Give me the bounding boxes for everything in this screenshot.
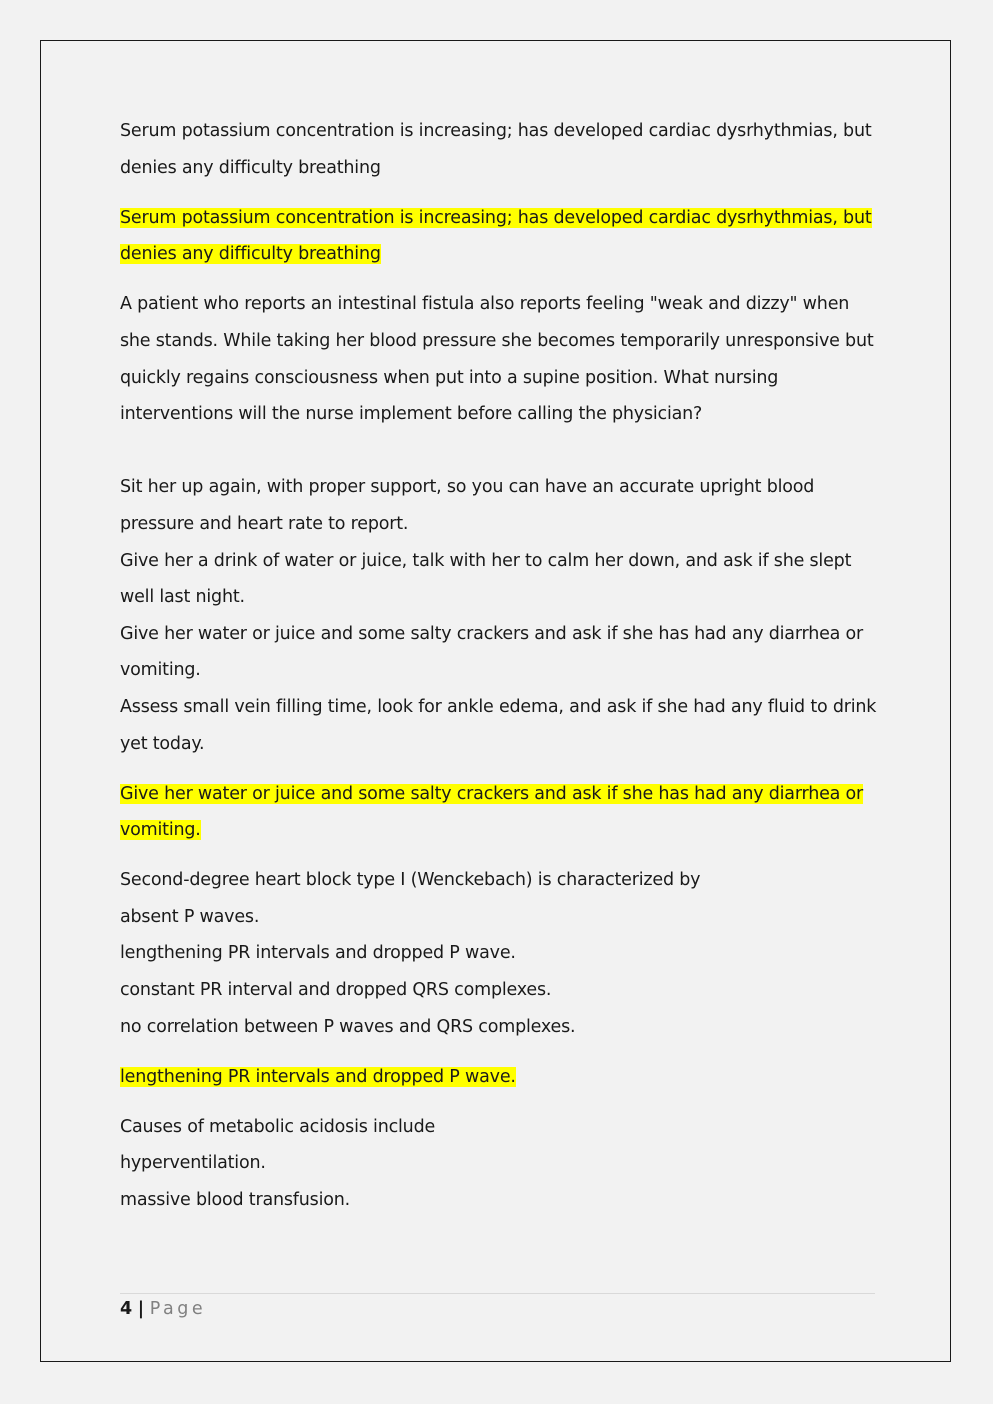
text-line	[120, 776, 880, 813]
text-line	[120, 150, 880, 187]
highlighted-text: lengthening PR intervals and dropped P wave.	[120, 1066, 516, 1087]
text-line	[120, 396, 880, 433]
text-paragraph	[120, 286, 880, 762]
line-text: Serum potassium concentration is increasing; has developed cardiac dysrhythmias, but	[120, 121, 872, 141]
line-text: absent P waves.	[120, 906, 260, 927]
line-text: lengthening PR intervals and dropped P wave.	[120, 943, 516, 964]
line-text: vomiting.	[120, 660, 201, 681]
line-text: she stands. While taking her blood pressure she becomes temporarily unresponsive but	[120, 330, 874, 351]
text-line	[120, 1059, 880, 1096]
line-text: Assess small vein filling time, look for ankle edema, and ask if she had any fluid to drink	[120, 696, 877, 717]
text-line	[120, 652, 880, 689]
text-line	[120, 1145, 880, 1182]
line-text: constant PR interval and dropped QRS complexes.	[120, 980, 552, 1001]
text-line	[120, 543, 880, 580]
text-line	[120, 812, 880, 849]
text-paragraph	[120, 113, 880, 186]
line-text: interventions will the nurse implement before calling the physician?	[120, 404, 703, 425]
text-line	[120, 360, 880, 397]
highlighted-text: Give her water or juice and some salty crackers and ask if she has had any diarrhea or	[120, 783, 864, 804]
text-line	[120, 113, 880, 150]
line-text: well last night.	[120, 587, 245, 608]
text-line	[120, 200, 880, 237]
line-text: Give her a drink of water or juice, talk with her to calm her down, and ask if she slept	[120, 550, 852, 571]
blank-line	[120, 433, 880, 470]
text-line	[120, 469, 880, 506]
text-line	[120, 972, 880, 1009]
text-line	[120, 1182, 880, 1219]
line-text: Second-degree heart block type I (Wenckebach) is characterized by	[120, 870, 701, 891]
line-text: Give her water or juice and some salty crackers and ask if she has had any diarrhea or	[120, 623, 864, 644]
document-page	[40, 40, 951, 1362]
page-label: Page	[149, 1299, 207, 1319]
highlighted-text: vomiting.	[120, 820, 201, 841]
text-line	[120, 236, 880, 273]
page-content	[120, 113, 880, 1232]
line-text: hyperventilation.	[120, 1153, 266, 1174]
text-paragraph	[120, 1109, 880, 1219]
text-line	[120, 689, 880, 726]
line-text: quickly regains consciousness when put into a supine position. What nursing	[120, 367, 779, 388]
highlighted-text: Serum potassium concentration is increasing; has developed cardiac dysrhythmias, but	[120, 207, 872, 228]
text-line	[120, 286, 880, 323]
highlighted-answer-paragraph	[120, 776, 880, 849]
line-text: yet today.	[120, 733, 205, 754]
line-text: no correlation between P waves and QRS complexes.	[120, 1016, 576, 1037]
text-line	[120, 726, 880, 763]
line-text: pressure and heart rate to report.	[120, 513, 409, 534]
text-line	[120, 579, 880, 616]
highlighted-text: denies any difficulty breathing	[120, 244, 381, 265]
line-text: denies any difficulty breathing	[120, 157, 381, 178]
line-text: massive blood transfusion.	[120, 1190, 350, 1211]
text-line	[120, 616, 880, 653]
page-footer	[120, 1294, 206, 1324]
line-text: A patient who reports an intestinal fistula also reports feeling "weak and dizzy" when	[120, 294, 850, 315]
footer-separator: |	[137, 1299, 145, 1319]
line-text: Causes of metabolic acidosis include	[120, 1116, 436, 1137]
text-line	[120, 935, 880, 972]
highlighted-answer-paragraph	[120, 1059, 880, 1096]
highlighted-answer-paragraph	[120, 200, 880, 273]
text-line	[120, 323, 880, 360]
text-paragraph	[120, 862, 880, 1045]
page-number: 4	[120, 1299, 133, 1319]
text-line	[120, 899, 880, 936]
text-line	[120, 1009, 880, 1046]
text-line	[120, 862, 880, 899]
text-line	[120, 506, 880, 543]
text-line	[120, 1109, 880, 1146]
line-text: Sit her up again, with proper support, so you can have an accurate upright blood	[120, 477, 815, 498]
footer-divider	[120, 1293, 875, 1294]
